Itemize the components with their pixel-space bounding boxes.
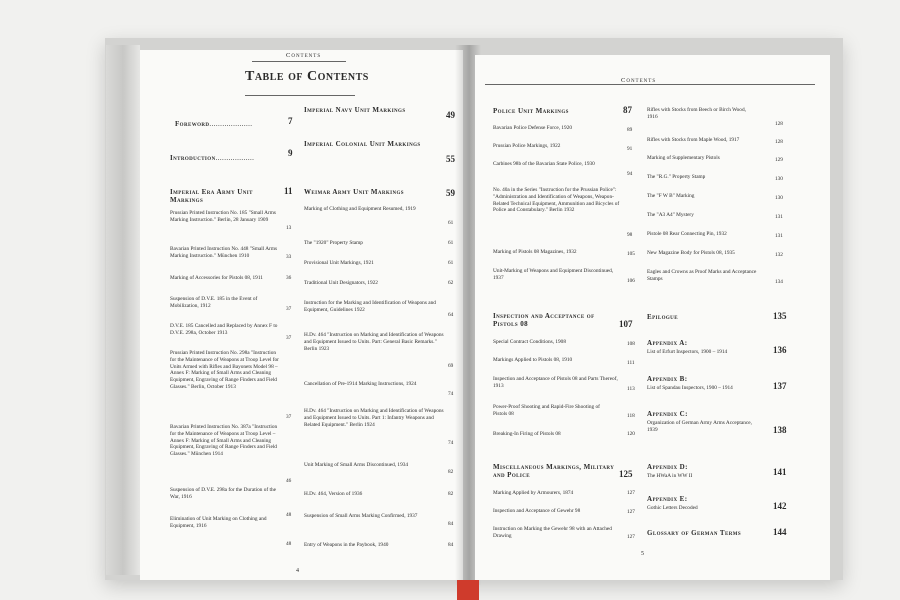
toc-item: Unit Marking of Small Arms Discontinued, 1934	[304, 462, 409, 468]
toc-page-number: 108	[627, 341, 635, 347]
toc-item: Carbines 98b of the Bavarian State Police, 1930	[493, 161, 595, 167]
toc-item: Markings Applied to Pistols 08, 1910	[493, 357, 573, 363]
book-spine	[457, 580, 479, 600]
toc-page-number: 128	[775, 121, 783, 127]
toc-page-number: 120	[627, 431, 635, 437]
toc-item: H.Dv. 464 "Instruction on Marking and Identification of Weapons and Equipment Issued to Units. Part 1: Infantry Weapons and Related Equipment." Berlin 1924	[304, 408, 444, 428]
toc-item: Rifles with Stocks from Maple Wood, 1917	[647, 137, 740, 143]
toc-page-number: 113	[627, 386, 635, 392]
toc-page-number: 46	[286, 478, 292, 484]
toc-page-number: 106	[627, 278, 635, 284]
toc-heading-inspection: Inspection and Acceptance of Pistols 08	[493, 312, 595, 328]
toc-page-number: 135	[773, 311, 787, 321]
toc-page-number: 137	[773, 381, 787, 391]
toc-page-number: 130	[775, 195, 783, 201]
toc-heading-navy: Imperial Navy Unit Markings	[304, 106, 406, 114]
toc-item: Pistole 08 Rear Connecting Pin, 1932	[647, 231, 727, 237]
toc-item: Suspension of D.V.E. 185 in the Event of Mobilization, 1912	[170, 296, 258, 309]
toc-page-number: 84	[448, 521, 454, 527]
toc-item: Gothic Letters Decoded	[647, 505, 698, 511]
toc-item: Special Contract Conditions, 1908	[493, 339, 566, 345]
toc-page-number: 13	[286, 225, 292, 231]
toc-heading-appendix: Appendix B:	[647, 375, 688, 383]
toc-heading-foreword: Foreword....................	[175, 120, 253, 128]
toc-page-number: 107	[619, 319, 633, 329]
toc-page-number: 55	[446, 154, 455, 164]
toc-page-number: 74	[448, 440, 454, 446]
toc-item: Suspension of Small Arms Marking Confirmed, 1937	[304, 513, 418, 519]
toc-item: The "F W B" Marking	[647, 193, 695, 199]
toc-page-number: 131	[775, 233, 783, 239]
toc-page-number: 69	[448, 363, 454, 369]
toc-heading-appendix: Appendix E:	[647, 495, 688, 503]
toc-page-number: 37	[286, 414, 292, 420]
toc-item: Breaking-In Firing of Pistols 08	[493, 431, 561, 437]
toc-item: Inspection and Acceptance of Gewehr 98	[493, 508, 581, 514]
page-folio: 4	[296, 568, 299, 574]
toc-heading-colonial: Imperial Colonial Unit Markings	[304, 140, 421, 148]
toc-item: Prussian Printed Instruction No. 185 "Small Arms Marking Instruction." Berlin, 28 January 1909	[170, 210, 276, 223]
toc-item: Traditional Unit Designators, 1922	[304, 280, 378, 286]
toc-page-number: 141	[773, 467, 787, 477]
toc-heading-epilogue: Epilogue	[647, 313, 678, 321]
toc-page-number: 37	[286, 306, 292, 312]
toc-item: The "A3 A4" Mystery	[647, 212, 694, 218]
toc-page-number: 98	[627, 232, 633, 238]
toc-item: Marking of Pistols 08 Magazines, 1932	[493, 249, 577, 255]
toc-item: The "1920" Property Stamp	[304, 240, 363, 246]
toc-item: Provisional Unit Markings, 1921	[304, 260, 374, 266]
toc-page-number: 129	[775, 157, 783, 163]
toc-item: Marking of Accessories for Pistols 08, 1911	[170, 275, 263, 281]
toc-item: Unit-Marking of Weapons and Equipment Discontinued, 1937	[493, 268, 614, 281]
page-title: Table of Contents	[245, 69, 369, 84]
toc-page-number: 118	[627, 413, 635, 419]
toc-page-number: 127	[627, 490, 635, 496]
toc-heading-appendix: Appendix A:	[647, 339, 688, 347]
toc-heading-police: Police Unit Markings	[493, 107, 569, 115]
page-folio: 5	[641, 551, 644, 557]
toc-page-number: 144	[773, 527, 787, 537]
toc-page-number: 9	[288, 148, 293, 158]
toc-item: New Magazine Body for Pistols 08, 1935	[647, 250, 735, 256]
toc-item: Marking of Clothing and Equipment Resumed, 1919	[304, 206, 416, 212]
toc-item: Organization of German Army Arms Acceptance, 1939	[647, 420, 752, 433]
toc-item: List of Spandau Inspectors, 1900 – 1914	[647, 385, 733, 391]
toc-heading-appendix: Appendix C:	[647, 410, 688, 418]
toc-item: Cancellation of Pre-1914 Marking Instructions, 1924	[304, 381, 417, 387]
toc-item: Power-Proof Shooting and Rapid-Fire Shooting of Pistols 08	[493, 404, 600, 417]
toc-page-number: 132	[775, 252, 783, 258]
toc-page-number: 128	[775, 139, 783, 145]
toc-page-number: 7	[288, 116, 293, 126]
toc-page-number: 87	[623, 105, 632, 115]
toc-page-number: 89	[627, 127, 633, 133]
toc-page-number: 37	[286, 335, 292, 341]
toc-heading-misc: Miscellaneous Markings, Military and Police	[493, 463, 615, 479]
toc-page-number: 127	[627, 534, 635, 540]
toc-page-number: 33	[286, 254, 292, 260]
toc-item: Eagles and Crowns as Proof Marks and Acceptance Stamps	[647, 269, 757, 282]
toc-item: Suspension of D.V.E. 298a for the Duration of the War, 1916	[170, 487, 276, 500]
toc-page-number: 131	[775, 214, 783, 220]
running-head: Contents	[286, 52, 322, 59]
toc-page-number: 142	[773, 501, 787, 511]
toc-page-number: 111	[627, 360, 635, 366]
toc-item: Instruction for the Marking and Identification of Weapons and Equipment, Guidelines 1922	[304, 300, 436, 313]
divider	[485, 84, 815, 85]
toc-item: D.V.E. 185 Cancelled and Replaced by Annex F to D.V.E. 298a, October 1913	[170, 323, 278, 336]
toc-page-number: 84	[448, 542, 454, 548]
toc-item: The HWaA in WW II	[647, 473, 693, 479]
toc-item: No. 40a in the Series "Instruction for the Prussian Police": "Administration and Identification of Weapons, Weapon-Related Technical Equipment, Ammunition and Bicycles of Police and Constabulary." Berlin 1932	[493, 187, 620, 214]
toc-page-number: 48	[286, 541, 292, 547]
divider	[245, 95, 355, 96]
toc-page-number: 130	[775, 176, 783, 182]
toc-item: Inspection and Acceptance of Pistols 08 and Parts Thereof, 1913	[493, 376, 618, 389]
toc-page-number: 49	[446, 110, 455, 120]
toc-item: Bavarian Printed Instruction No. 387a "Instruction for the Maintenance of Weapons at Troop Level – Annex F: Marking of Small Arms and Cleaning Equipment, Engraving of Range Finders and Field Glasses." München 1914	[170, 424, 278, 458]
toc-page-number: 136	[773, 345, 787, 355]
toc-heading-introduction: Introduction..................	[170, 154, 255, 162]
toc-item: Bavarian Police Defense Force, 1920	[493, 125, 572, 131]
toc-page-number: 64	[448, 312, 454, 318]
running-head: Contents	[621, 77, 657, 84]
toc-page-number: 105	[627, 251, 635, 257]
toc-page-number: 62	[448, 280, 454, 286]
toc-item: Elimination of Unit Marking on Clothing and Equipment, 1916	[170, 516, 267, 529]
right-page	[475, 55, 830, 580]
toc-page-number: 36	[286, 275, 292, 281]
divider	[252, 61, 346, 62]
toc-page-number: 74	[448, 391, 454, 397]
toc-item: Marking of Supplementary Pistols	[647, 155, 720, 161]
toc-item: Marking Applied by Armourers, 1874	[493, 490, 574, 496]
page-edges	[106, 45, 140, 575]
toc-item: Instruction on Marking the Gewehr 98 with an Attached Drawing	[493, 526, 612, 539]
toc-page-number: 127	[627, 509, 635, 515]
toc-page-number: 82	[448, 469, 454, 475]
toc-item: List of Erfurt Inspectors, 1900 – 1914	[647, 349, 728, 355]
toc-heading-appendix: Appendix D:	[647, 463, 688, 471]
toc-page-number: 134	[775, 279, 783, 285]
toc-heading-imperial-era: Imperial Era Army Unit Markings	[170, 188, 253, 204]
toc-page-number: 94	[627, 171, 633, 177]
toc-item: H.Dv. 464, Version of 1936	[304, 491, 363, 497]
toc-page-number: 125	[619, 469, 633, 479]
toc-page-number: 138	[773, 425, 787, 435]
toc-item: Prussian Police Markings, 1922	[493, 143, 561, 149]
toc-page-number: 61	[448, 220, 454, 226]
toc-item: Prussian Printed Instruction No. 298a "Instruction for the Maintenance of Weapons at Troop Level for Units Armed with Rifles and Bayonets Model 98 – Annex F: Marking of Small Arms and Cleaning Equipment, Engraving of Range Finders and Field Glasses." Berlin, October 1913	[170, 350, 279, 390]
toc-page-number: 82	[448, 491, 454, 497]
toc-item: The "R.G." Property Stamp	[647, 174, 706, 180]
toc-item: Rifles with Stocks from Beech or Birch Wood, 1916	[647, 107, 746, 120]
toc-heading-glossary: Glossary of German Terms	[647, 529, 742, 537]
toc-page-number: 48	[286, 512, 292, 518]
toc-item: Bavarian Printed Instruction No. 448 "Small Arms Marking Instruction." München 1910	[170, 246, 278, 259]
toc-item: Entry of Weapons in the Paybook, 1940	[304, 542, 389, 548]
toc-page-number: 61	[448, 260, 454, 266]
toc-page-number: 61	[448, 240, 454, 246]
toc-item: H.Dv. 464 "Instruction on Marking and Identification of Weapons and Equipment Issued to Units. Part: General Basic Remarks." Berlin 1923	[304, 332, 444, 352]
toc-page-number: 91	[627, 146, 633, 152]
left-page	[140, 50, 463, 580]
toc-page-number: 59	[446, 188, 455, 198]
toc-page-number: 11	[284, 186, 293, 196]
toc-heading-weimar: Weimar Army Unit Markings	[304, 188, 404, 196]
